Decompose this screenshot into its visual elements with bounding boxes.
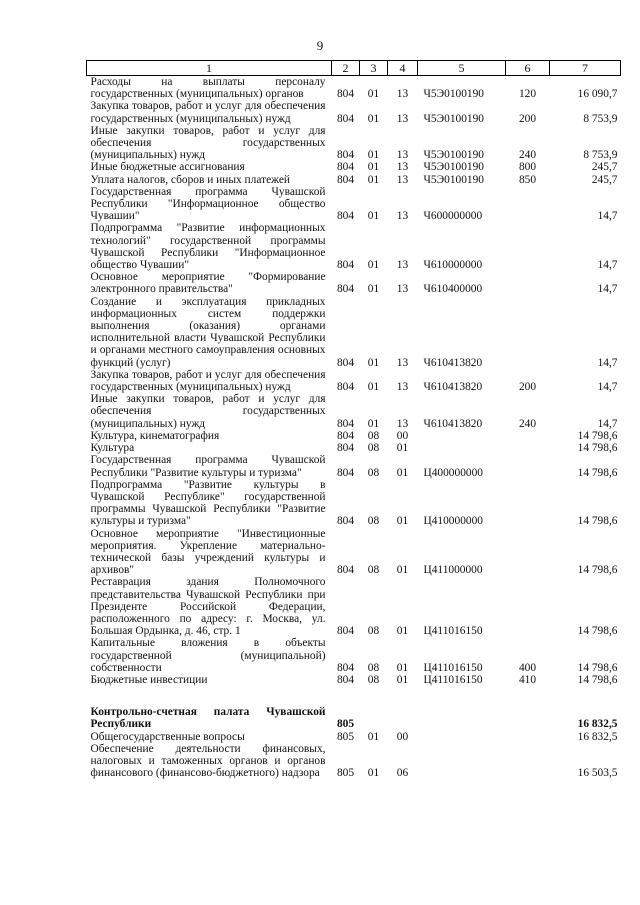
row-name: Общегосударственные вопросы xyxy=(90,730,245,743)
row-name: Государственная программа Чувашской Республики "Развитие культуры и туризма" xyxy=(90,454,326,479)
row-vr xyxy=(506,271,550,295)
row-spacer-cell xyxy=(87,686,621,706)
table-row xyxy=(87,222,621,271)
row-csr: Ц411000000 xyxy=(423,564,483,577)
page-number: 9 xyxy=(316,38,324,53)
row-name: Закупка товаров, работ и услуг для обеспечения государственных (муниципальных) нужд xyxy=(90,100,326,125)
table-row xyxy=(87,174,621,186)
row-name: Иные бюджетные ассигнования xyxy=(90,161,245,174)
table-row xyxy=(87,731,621,743)
row-ved: 804 xyxy=(336,381,355,394)
table-row xyxy=(87,442,621,454)
table-row xyxy=(87,296,621,369)
row-pr: 13 xyxy=(396,149,409,162)
row-name: Обеспечение деятельности финансовых, налоговых и таможенных органов и органов финансового (финансово-бюджетного) надзора xyxy=(90,742,326,780)
row-rz: 08 xyxy=(367,673,380,686)
budget-table xyxy=(86,60,621,779)
row-rz: 08 xyxy=(367,515,380,528)
row-spacer xyxy=(87,686,621,706)
row-name: Закупка товаров, работ и услуг для обеспечения государственных (муниципальных) нужд xyxy=(90,368,326,394)
row-vr: 240 xyxy=(518,149,537,162)
row-ved: 804 xyxy=(336,210,355,223)
row-sum: 16 090,7 xyxy=(577,88,618,101)
row-rz: 08 xyxy=(367,564,380,577)
row-ved: 804 xyxy=(336,88,355,101)
row-vr xyxy=(506,186,550,223)
row-name: Бюджетные инвестиции xyxy=(90,673,208,686)
table-row xyxy=(87,186,621,223)
row-ved: 804 xyxy=(336,149,355,162)
row-ved: 804 xyxy=(336,625,355,638)
row-ved: 805 xyxy=(336,767,355,780)
row-sum: 14 798,6 xyxy=(577,625,618,638)
row-sum: 14,7 xyxy=(597,381,618,394)
row-rz: 01 xyxy=(367,259,380,272)
row-name: Реставрация здания Полномочного представительства Чувашской Республики при Президенте Российской Федерации, расположенного по адресу: г. Москва, ул. Большая Ордынка, д. 46, стр. 1 xyxy=(90,576,326,638)
row-sum: 245,7 xyxy=(591,161,618,174)
row-vr xyxy=(506,479,550,528)
row-pr: 01 xyxy=(396,564,409,577)
row-sum: 14 798,6 xyxy=(577,442,618,455)
row-sum: 14 798,6 xyxy=(577,515,618,528)
row-csr: Ч5Э0100190 xyxy=(423,173,484,186)
row-vr xyxy=(506,442,550,454)
table-row xyxy=(87,100,621,124)
table-row xyxy=(87,76,621,101)
row-ved: 804 xyxy=(336,161,355,174)
table-row xyxy=(87,430,621,442)
row-rz: 01 xyxy=(367,210,380,223)
row-rz: 01 xyxy=(367,417,380,430)
row-csr: Ч610413820 xyxy=(423,356,483,369)
row-vr: 400 xyxy=(518,661,537,674)
row-name: Культура, кинематография xyxy=(90,429,220,442)
row-pr xyxy=(388,706,418,730)
table-row xyxy=(87,637,621,674)
row-pr: 13 xyxy=(396,259,409,272)
row-sum: 14,7 xyxy=(597,417,618,430)
row-ved: 804 xyxy=(336,356,355,369)
row-pr: 13 xyxy=(396,173,409,186)
row-csr: Ч600000000 xyxy=(423,210,483,223)
header-col-1: 1 xyxy=(87,61,332,76)
row-pr: 01 xyxy=(396,673,409,686)
row-csr: Ц411016150 xyxy=(423,625,483,638)
row-name: Подпрограмма "Развитие культуры в Чувашской Республике" государственной программы Чувашской Республики "Развитие культуры и туризма" xyxy=(90,478,326,528)
row-pr: 13 xyxy=(396,417,409,430)
row-pr: 00 xyxy=(396,429,409,442)
row-sum: 16 832,5 xyxy=(577,718,618,731)
header-col-7: 7 xyxy=(550,61,621,76)
row-sum: 8 753,9 xyxy=(583,149,618,162)
row-ved: 804 xyxy=(336,173,355,186)
row-rz xyxy=(360,706,388,730)
row-name: Основное мероприятие "Инвестиционные мероприятия. Укрепление материально-технической базы учреждений культуры и архивов" xyxy=(90,527,326,577)
table-row xyxy=(87,528,621,577)
row-vr: 410 xyxy=(518,673,537,686)
row-csr xyxy=(418,731,506,743)
row-rz: 01 xyxy=(367,88,380,101)
row-name: Создание и эксплуатация прикладных информационных систем поддержки выполнения (оказания) органами исполнительной власти Чувашской Республики и органами местного самоуправления основных функций (услуг) xyxy=(90,295,326,369)
row-sum: 16 503,5 xyxy=(577,767,618,780)
row-csr: Ц411016150 xyxy=(423,673,483,686)
row-ved: 804 xyxy=(336,673,355,686)
row-csr xyxy=(418,706,506,730)
row-csr xyxy=(418,442,506,454)
row-pr: 13 xyxy=(396,356,409,369)
row-sum: 14 798,6 xyxy=(577,429,618,442)
table-row xyxy=(87,125,621,162)
row-sum: 14,7 xyxy=(597,356,618,369)
row-ved: 804 xyxy=(336,259,355,272)
header-col-2: 2 xyxy=(332,61,360,76)
row-rz: 01 xyxy=(367,112,380,125)
row-csr: Ц411016150 xyxy=(423,661,483,674)
row-vr xyxy=(506,296,550,369)
row-csr: Ч610400000 xyxy=(423,283,483,296)
row-ved: 804 xyxy=(336,442,355,455)
row-csr xyxy=(418,430,506,442)
row-name: Подпрограмма "Развитие информационных технологий" государственной программы Чувашской Республики "Информационное общество Чувашии" xyxy=(90,222,326,272)
header-col-6: 6 xyxy=(506,61,550,76)
row-vr: 850 xyxy=(518,173,537,186)
row-name: Контрольно-счетная палата Чувашской Республики xyxy=(90,706,326,731)
row-pr: 01 xyxy=(396,625,409,638)
row-pr: 01 xyxy=(396,515,409,528)
row-vr xyxy=(506,430,550,442)
row-ved: 804 xyxy=(336,429,355,442)
row-rz: 01 xyxy=(367,767,380,780)
row-csr: Ч5Э0100190 xyxy=(423,88,484,101)
row-pr: 01 xyxy=(396,466,409,479)
table-row xyxy=(87,674,621,686)
table-row xyxy=(87,271,621,295)
row-rz: 01 xyxy=(367,161,380,174)
table-row xyxy=(87,479,621,528)
row-name: Уплата налогов, сборов и иных платежей xyxy=(90,173,290,186)
row-pr: 01 xyxy=(396,661,409,674)
row-csr: Ч610413820 xyxy=(423,417,483,430)
row-rz: 08 xyxy=(367,625,380,638)
table-body xyxy=(87,76,621,780)
table-row xyxy=(87,454,621,478)
row-sum: 14 798,6 xyxy=(577,564,618,577)
row-pr: 06 xyxy=(396,767,409,780)
row-rz: 01 xyxy=(367,149,380,162)
row-pr: 01 xyxy=(396,442,409,455)
row-sum: 14,7 xyxy=(597,259,618,272)
row-sum: 16 832,5 xyxy=(577,730,618,743)
row-sum: 14 798,6 xyxy=(577,661,618,674)
row-rz: 01 xyxy=(367,283,380,296)
table-row xyxy=(87,743,621,780)
row-rz: 01 xyxy=(367,381,380,394)
row-csr: Ч610000000 xyxy=(423,259,483,272)
row-name: Капитальные вложения в объекты государственной (муниципальной) собственности xyxy=(90,637,326,674)
row-vr: 240 xyxy=(518,417,537,430)
row-pr: 13 xyxy=(396,88,409,101)
row-vr xyxy=(506,528,550,577)
header-col-5: 5 xyxy=(418,61,506,76)
row-name: Иные закупки товаров, работ и услуг для обеспечения государственных (муниципальных) нужд xyxy=(90,124,326,162)
table-row xyxy=(87,576,621,637)
row-sum: 14,7 xyxy=(597,210,618,223)
row-rz: 01 xyxy=(367,356,380,369)
row-pr: 13 xyxy=(396,112,409,125)
row-csr: Ч5Э0100190 xyxy=(423,161,484,174)
row-pr: 13 xyxy=(396,283,409,296)
row-csr: Ц410000000 xyxy=(423,515,483,528)
header-col-3: 3 xyxy=(360,61,388,76)
table-row xyxy=(87,369,621,393)
row-csr: Ч5Э0100190 xyxy=(423,149,484,162)
row-vr: 120 xyxy=(518,88,537,101)
row-ved: 804 xyxy=(336,112,355,125)
row-ved: 804 xyxy=(336,515,355,528)
row-rz: 01 xyxy=(367,173,380,186)
row-rz: 08 xyxy=(367,429,380,442)
row-pr: 13 xyxy=(396,210,409,223)
row-ved: 804 xyxy=(336,283,355,296)
row-vr: 200 xyxy=(518,381,537,394)
row-vr: 200 xyxy=(518,112,537,125)
row-vr xyxy=(506,731,550,743)
row-name: Культура xyxy=(90,442,135,455)
header-row xyxy=(87,61,621,76)
table-row xyxy=(87,393,621,430)
row-sum: 8 753,9 xyxy=(583,112,618,125)
row-ved: 804 xyxy=(336,661,355,674)
row-ved: 804 xyxy=(336,564,355,577)
row-sum: 14 798,6 xyxy=(577,673,618,686)
row-vr xyxy=(506,743,550,780)
row-rz: 01 xyxy=(367,730,380,743)
row-csr: Ч5Э0100190 xyxy=(423,112,484,125)
row-rz: 08 xyxy=(367,661,380,674)
row-pr: 13 xyxy=(396,381,409,394)
row-name: Расходы на выплаты персоналу государственных (муниципальных) органов xyxy=(90,76,326,101)
row-vr xyxy=(506,222,550,271)
row-csr: Ч610413820 xyxy=(423,381,483,394)
row-pr: 13 xyxy=(396,161,409,174)
row-csr xyxy=(418,743,506,780)
row-name: Государственная программа Чувашской Республики "Информационное общество Чувашии" xyxy=(90,185,326,223)
row-ved: 805 xyxy=(336,718,355,731)
row-vr: 800 xyxy=(518,161,537,174)
row-vr xyxy=(506,454,550,478)
row-name: Основное мероприятие "Формирование электронного правительства" xyxy=(90,271,326,296)
row-csr: Ц400000000 xyxy=(423,466,483,479)
row-ved: 804 xyxy=(336,417,355,430)
table-row xyxy=(87,161,621,173)
row-rz: 08 xyxy=(367,466,380,479)
table-row xyxy=(87,706,621,730)
row-sum: 14,7 xyxy=(597,283,618,296)
row-vr xyxy=(506,706,550,730)
row-pr: 00 xyxy=(396,730,409,743)
row-ved: 804 xyxy=(336,466,355,479)
header-col-4: 4 xyxy=(388,61,418,76)
row-name: Иные закупки товаров, работ и услуг для обеспечения государственных (муниципальных) нужд xyxy=(90,393,326,430)
row-ved: 805 xyxy=(336,730,355,743)
row-sum: 245,7 xyxy=(591,173,618,186)
row-vr xyxy=(506,576,550,637)
row-sum: 14 798,6 xyxy=(577,466,618,479)
row-rz: 08 xyxy=(367,442,380,455)
